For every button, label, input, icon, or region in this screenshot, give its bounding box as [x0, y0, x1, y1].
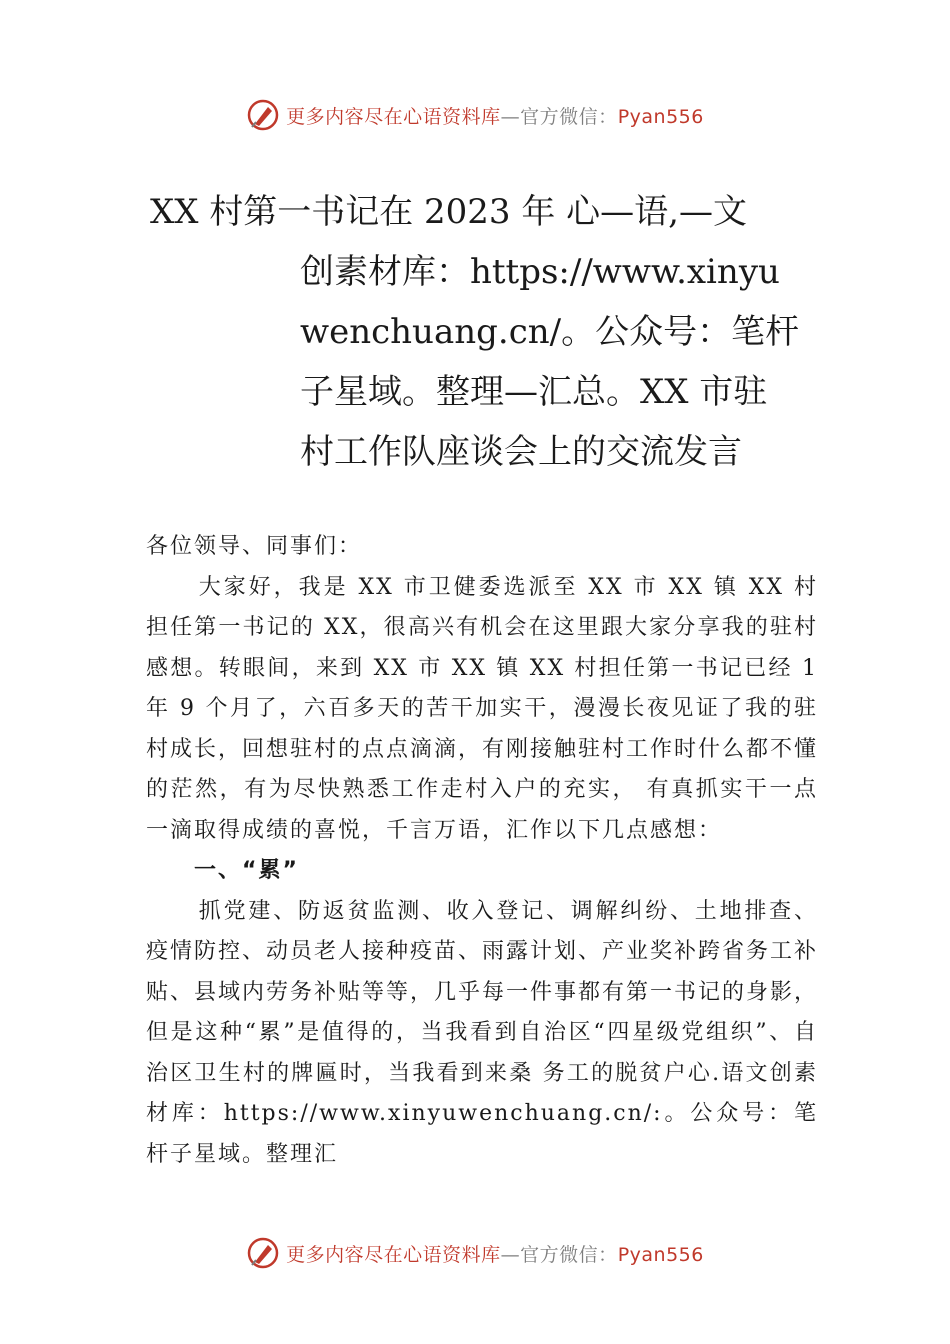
title-continuation: 创素材库：https://www.xinyuwenchuang.cn/。公众号：笔杆子星域。整理—汇总。XX 市驻村工作队座谈会上的交流发言	[300, 252, 800, 472]
pen-nib-logo-icon	[246, 1236, 280, 1270]
banner-text: 更多内容尽在心语资料库—官方微信：Pyan556	[286, 1243, 704, 1266]
paragraph-1: 大家好，我是 XX 市卫健委选派至 XX 市 XX 镇 XX 村担任第一书记的 XX，很高兴有机会在这里跟大家分享我的驻村感想。转眼间，来到 XX 市 XX 镇 XX 村担任第一书记已经 1 年 9 个月了，六百多天的苦干加实干，漫漫长夜见证了我的驻村成长，回想驻村的点点滴滴，有刚接触驻村工作时什么都不懂的茫然，有为尽快熟悉工作走村入户的充实， 有真抓实干一点一滴取得成绩的喜悦，千言万语，汇作以下几点感想：	[146, 574, 819, 843]
title-line-1: XX 村第一书记在 2023 年 心—语,—文	[150, 192, 747, 232]
section-heading-1: 一、“累”	[194, 858, 299, 883]
footer-banner	[0, 1233, 950, 1273]
document-title	[150, 182, 810, 482]
header-banner	[0, 95, 950, 135]
document-body	[146, 527, 818, 1175]
banner-text: 更多内容尽在心语资料库—官方微信：Pyan556	[286, 105, 704, 128]
pen-nib-logo-icon	[246, 98, 280, 132]
greeting: 各位领导、同事们：	[146, 534, 363, 559]
paragraph-2: 抓党建、防返贫监测、收入登记、调解纠纷、土地排查、疫情防控、动员老人接种疫苗、雨露计划、产业奖补跨省务工补贴、县域内劳务补贴等等，几乎每一件事都有第一书记的身影，但是这种“累”是值得的，当我看到自治区“四星级党组织”、自治区卫生村的牌匾时，当我看到来桑 务工的脱贫户心.语文创素材库：https://www.xinyuwenchuang.cn/:。公众号：笔杆子星域。整理汇	[146, 898, 819, 1167]
